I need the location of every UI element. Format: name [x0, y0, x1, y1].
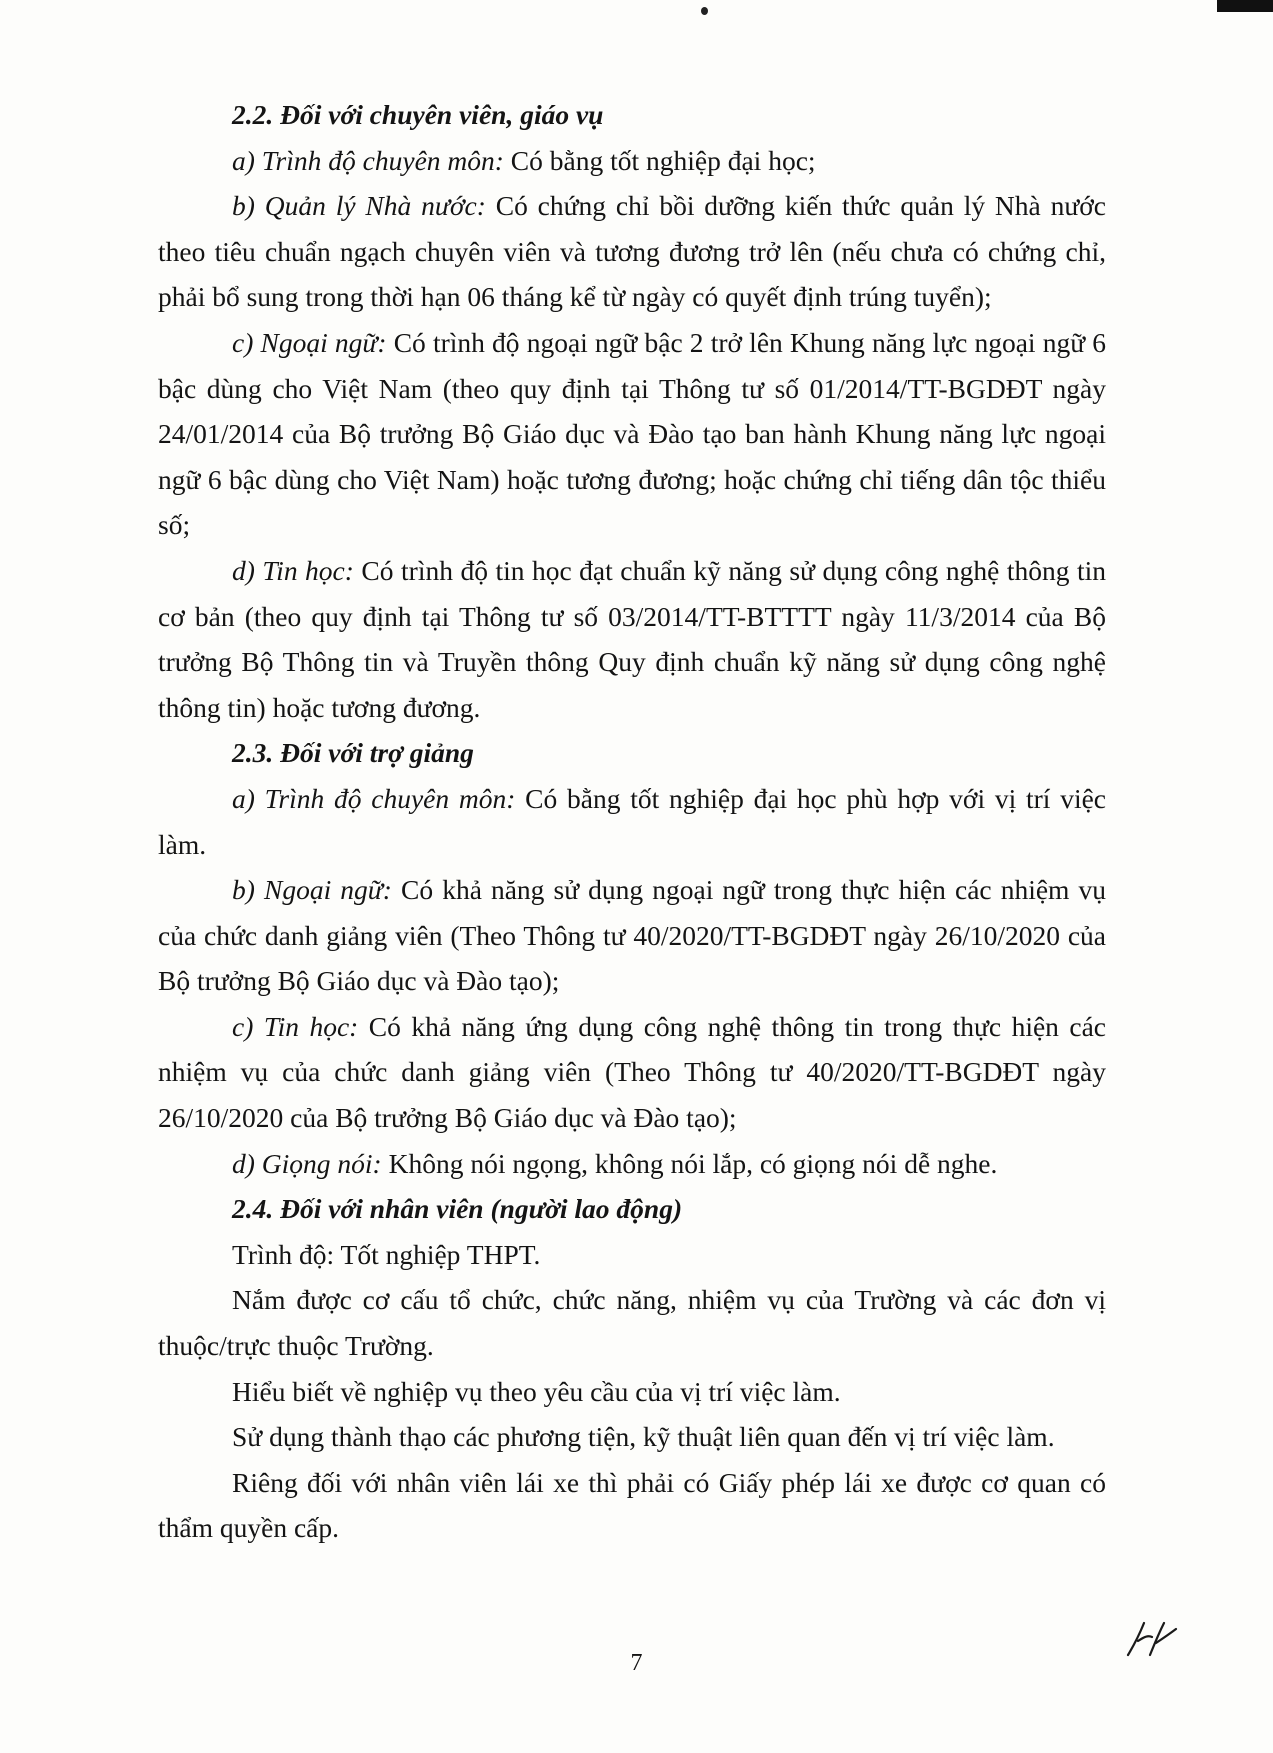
- scan-edge-mark: [1217, 0, 1273, 12]
- paragraph-label: d) Tin học:: [232, 554, 354, 586]
- paragraph: [158, 1369, 1106, 1415]
- paragraph: [158, 1141, 1106, 1187]
- paragraph: [158, 1460, 1106, 1551]
- section-heading: 2.2. Đối với chuyên viên, giáo vụ: [232, 99, 604, 130]
- paragraph-text: Sử dụng thành thạo các phương tiện, kỹ thuật liên quan đến vị trí việc làm.: [232, 1421, 1055, 1453]
- paragraph-text: Riêng đối với nhân viên lái xe thì phải có Giấy phép lái xe được cơ quan có thẩm quyền cấp.: [158, 1466, 1106, 1544]
- paragraph-text: Không nói ngọng, không nói lắp, có giọng nói dễ nghe.: [381, 1147, 998, 1179]
- paragraph-label: c) Tin học:: [232, 1010, 359, 1042]
- paragraph-text: Hiểu biết về nghiệp vụ theo yêu cầu của vị trí việc làm.: [232, 1375, 841, 1407]
- scan-speck: [701, 7, 708, 15]
- paragraph-label: b) Quản lý Nhà nước:: [232, 190, 486, 222]
- paragraph: [158, 320, 1106, 548]
- paragraph: [158, 1232, 1106, 1278]
- paragraph-label: d) Giọng nói:: [232, 1147, 382, 1179]
- section-heading: 2.4. Đối với nhân viên (người lao động): [232, 1193, 683, 1225]
- paragraph: [158, 1004, 1106, 1141]
- paragraph-label: a) Trình độ chuyên môn:: [232, 782, 516, 814]
- paragraph-text: Có trình độ tin học đạt chuẩn kỹ năng sử dụng công nghệ thông tin cơ bản (theo quy định tại Thông tư số 03/2014/TT-BTTTT ngày 11/3/2014 của Bộ trưởng Bộ Thông tin và Truyền thông Quy định chuẩn kỹ năng sử dụng công nghệ thông tin) hoặc tương đương.: [158, 554, 1106, 723]
- paragraph: [158, 548, 1106, 730]
- handwritten-initials: [1120, 1615, 1180, 1663]
- paragraph-text: Có trình độ ngoại ngữ bậc 2 trở lên Khung năng lực ngoại ngữ 6 bậc dùng cho Việt Nam (theo quy định tại Thông tư số 01/2014/TT-BGDĐT ngày 24/01/2014 của Bộ trưởng Bộ Giáo dục và Đào tạo ban hành Khung năng lực ngoại ngữ 6 bậc dùng cho Việt Nam) hoặc tương đương; hoặc chứng chỉ tiếng dân tộc thiểu số;: [158, 326, 1106, 541]
- paragraph-label: a) Trình độ chuyên môn:: [232, 144, 504, 176]
- paragraph-text: Trình độ: Tốt nghiệp THPT.: [232, 1238, 541, 1270]
- paragraph-text: Có khả năng ứng dụng công nghệ thông tin trong thực hiện các nhiệm vụ của chức danh giảng viên (Theo Thông tư 40/2020/TT-BGDĐT ngày 26/10/2020 của Bộ trưởng Bộ Giáo dục và Đào tạo);: [158, 1010, 1106, 1134]
- paragraph: [158, 183, 1106, 320]
- paragraph-text: Có khả năng sử dụng ngoại ngữ trong thực hiện các nhiệm vụ của chức danh giảng viên (Theo Thông tư 40/2020/TT-BGDĐT ngày 26/10/2020 của Bộ trưởng Bộ Giáo dục và Đào tạo);: [158, 874, 1106, 997]
- paragraph: [158, 776, 1106, 867]
- document-body: [158, 92, 1106, 1551]
- paragraph-text: Có bằng tốt nghiệp đại học phù hợp với vị trí việc làm.: [158, 782, 1106, 860]
- page-number: 7: [630, 1650, 643, 1676]
- paragraph-text: Có chứng chỉ bồi dưỡng kiến thức quản lý Nhà nước theo tiêu chuẩn ngạch chuyên viên và tương đương trở lên (nếu chưa có chứng chỉ, phải bổ sung trong thời hạn 06 tháng kể từ ngày có quyết định trúng tuyển);: [158, 190, 1106, 313]
- paragraph: [158, 1277, 1106, 1368]
- paragraph-label: b) Ngoại ngữ:: [232, 874, 392, 906]
- section-heading: 2.3. Đối với trợ giảng: [232, 737, 474, 769]
- paragraph-text: Có bằng tốt nghiệp đại học;: [503, 144, 816, 176]
- paragraph-text: Nắm được cơ cấu tổ chức, chức năng, nhiệm vụ của Trường và các đơn vị thuộc/trực thuộc Trường.: [158, 1284, 1106, 1362]
- paragraph: [158, 867, 1106, 1004]
- paragraph: [158, 138, 1106, 184]
- paragraph: [158, 1414, 1106, 1460]
- paragraph-label: c) Ngoại ngữ:: [232, 326, 387, 358]
